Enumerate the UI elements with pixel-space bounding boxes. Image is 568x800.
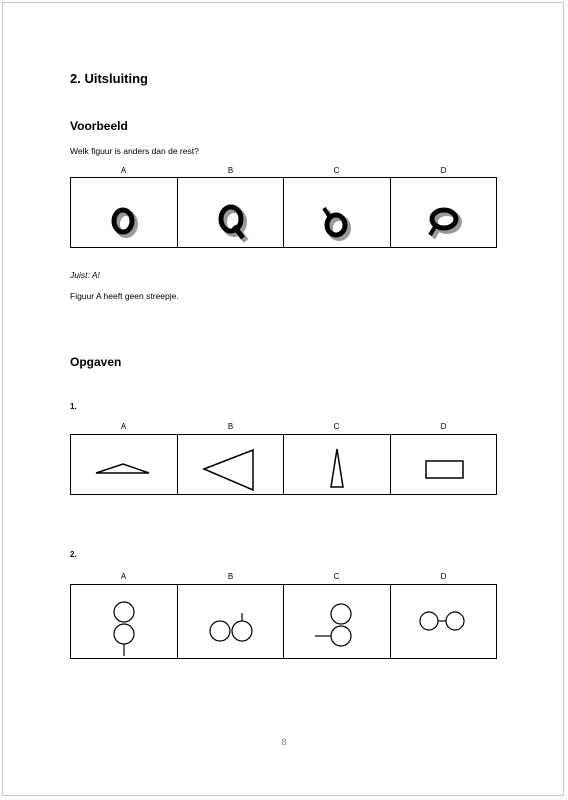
ex1-cell-c: [284, 435, 391, 494]
example-figure-table: [70, 177, 497, 248]
ex1-col-d: D: [440, 422, 447, 431]
ex2-col-d: D: [440, 572, 447, 581]
flat-triangle-figure: [71, 435, 177, 494]
example-cell-c: [284, 178, 391, 247]
exercise-2-figure-table: [70, 584, 497, 659]
stacked-circles-stem-left-figure: [284, 585, 390, 658]
page-number: 8: [281, 737, 287, 747]
o-with-tail-figure: [284, 178, 390, 247]
letter-q-figure: [178, 178, 284, 247]
ex2-col-b: B: [227, 572, 234, 581]
example-col-d: D: [440, 166, 447, 175]
example-cell-b: [178, 178, 285, 247]
tall-triangle-figure: [284, 435, 390, 494]
example-cell-d: [391, 178, 497, 247]
ex1-col-c: C: [333, 422, 340, 431]
exercise-1-number: 1.: [70, 402, 77, 411]
linked-circles-figure: [391, 585, 497, 658]
ex2-cell-d: [391, 585, 497, 658]
section-title: 2. Uitsluiting: [70, 71, 148, 86]
example-col-b: B: [227, 166, 234, 175]
example-cell-a: [71, 178, 178, 247]
ex2-cell-c: [284, 585, 391, 658]
example-heading: Voorbeeld: [70, 119, 128, 133]
ex2-cell-b: [178, 585, 285, 658]
ex1-col-a: A: [120, 422, 127, 431]
side-circles-stem-up-figure: [178, 585, 284, 658]
ex1-cell-a: [71, 435, 178, 494]
ex1-cell-d: [391, 435, 497, 494]
rotated-q-figure: [391, 178, 497, 247]
ex1-cell-b: [178, 435, 285, 494]
letter-o-figure: [71, 178, 177, 247]
ex2-col-c: C: [333, 572, 340, 581]
ex2-cell-a: [71, 585, 178, 658]
exercise-1-figure-table: [70, 434, 497, 495]
exercise-2-number: 2.: [70, 550, 77, 559]
ex1-col-b: B: [227, 422, 234, 431]
left-triangle-figure: [178, 435, 284, 494]
example-question: Welk figuur is anders dan de rest?: [70, 146, 199, 156]
example-col-c: C: [333, 166, 340, 175]
stacked-circles-stem-down-figure: [71, 585, 177, 658]
example-explanation: Figuur A heeft geen streepje.: [70, 291, 179, 301]
rectangle-figure: [391, 435, 497, 494]
example-answer: Juist: A!: [70, 270, 100, 280]
example-col-a: A: [120, 166, 127, 175]
ex2-col-a: A: [120, 572, 127, 581]
exercises-heading: Opgaven: [70, 355, 122, 369]
